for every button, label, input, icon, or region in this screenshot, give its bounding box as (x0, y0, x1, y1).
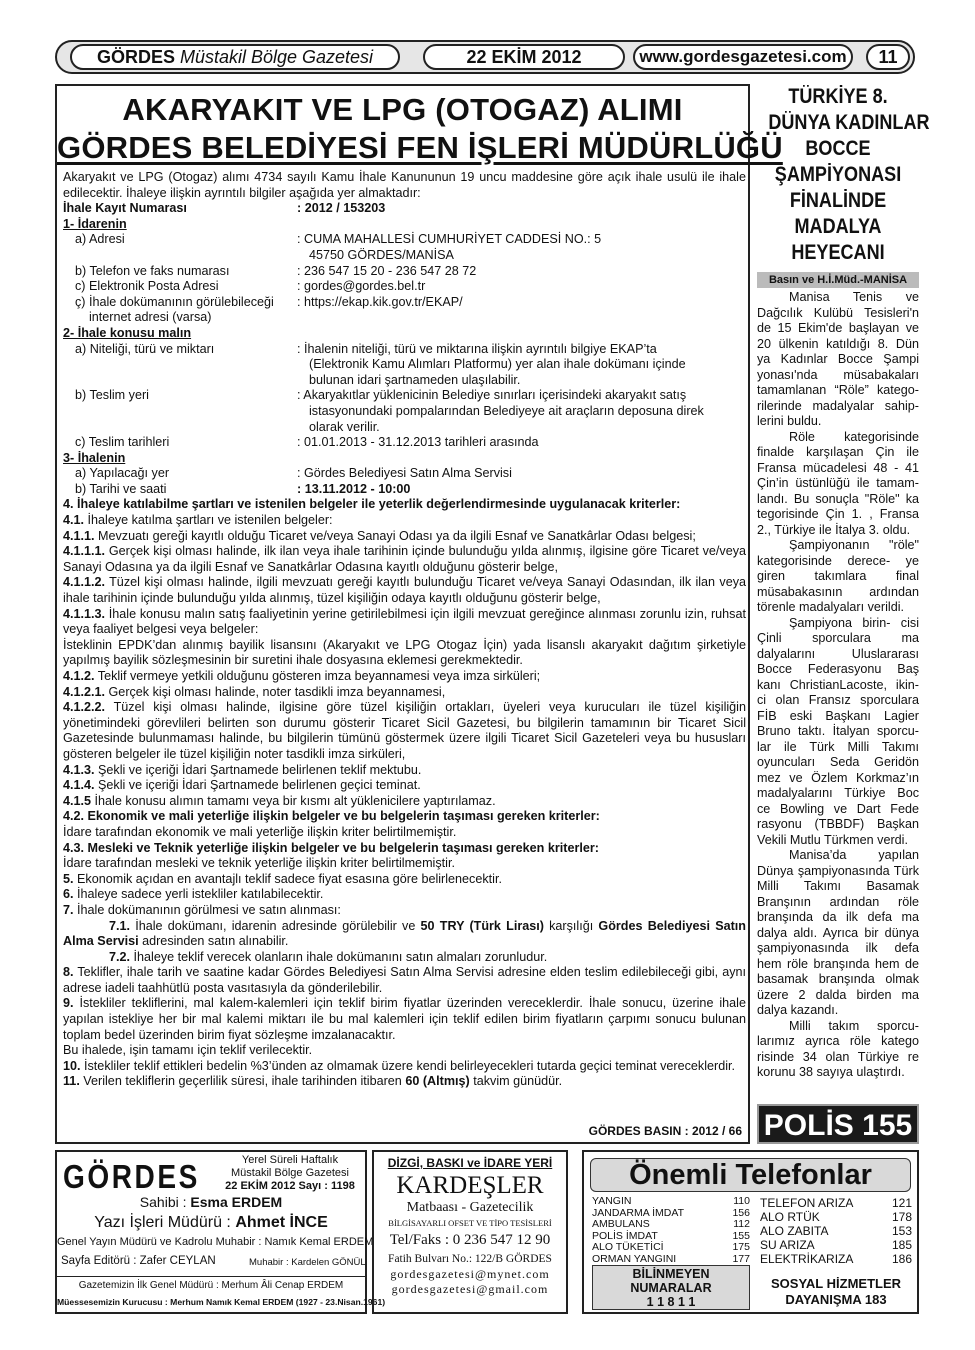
owner (57, 1194, 365, 1210)
directory-inquiry (592, 1265, 750, 1310)
phone-number[interactable]: 175 (732, 1241, 750, 1253)
printer-address: Fatih Bulvarı No.: 122/B GÖRDES (388, 1253, 552, 1265)
printer-email[interactable]: gordesgazetesi@mynet.com (390, 1267, 550, 1281)
clause-4: 4. İhaleye katılabilme şartları ve istenilen belgeler ile yeterlik değerlendirmesinde uygulanacak kriterler: (63, 497, 681, 512)
article-source: Basın ve H.İ.Müd.-MANİSA (757, 272, 919, 288)
section-2: 2- İhale konusu malın (63, 325, 192, 340)
value-line: (Elektronik Kamu Alımları Platformu) yer alan ihale dokümanı içinde (309, 357, 686, 372)
article-body (757, 290, 919, 1081)
clause-number: 4.1.2.1. (63, 684, 106, 699)
value: : 01.01.2013 - 31.12.2013 tarihleri arasında (297, 435, 539, 450)
clause-number: 7.1. (109, 918, 131, 933)
printer-name: KARDEŞLER (396, 1172, 544, 1199)
clause-text: Teklif vermeye yetkili olduğunu gösteren imza beyannamesi veya imza sirküleri; (94, 669, 541, 683)
clause-number: 11. (63, 1074, 80, 1089)
label: b) Tarihi ve saati (75, 481, 167, 496)
clause-text: Ekonomik açıdan en avantajlı teklif sadece fiyat esasına göre belirlenecektir. (73, 871, 502, 886)
phone-label: ELEKTRİKARIZA (760, 1252, 854, 1266)
directory-number[interactable]: 1 1 8 1 1 (646, 1295, 696, 1309)
first-manager: Gazetemizin İlk Genel Müdürü : Merhum Âli Cenap ERDEM (78, 1280, 344, 1291)
clause-number: 9. (63, 996, 74, 1011)
printer-heading: DİZGİ, BASKI ve İDARE YERİ (387, 1156, 553, 1170)
clause-text: İhale dokümanının görülmesi ve satın alınması: (73, 902, 341, 917)
clause-4-1-1-1 (63, 544, 746, 575)
clause-text: Gerçek kişi olması halinde, noter tasdikli imza beyannamesi, (105, 684, 446, 699)
epdk-note: İsteklinin EPDK’dan alınmış bayilik lisansını (Akaryakıt ve LPG Otogaz İçin) yada lisanslı akaryakıt dağıtım şirketiyle yapılmış bayilik sözleşmesinin bir suretini ihale dosyasına eklemesi gerekmektedir. (63, 637, 746, 668)
paragraph: Şampiyonanın "röle" kategorisinde derece- ye giren takımlara final müsabakasının ardından törenle madalyaları verildi. (757, 538, 919, 614)
clause-4-3-text: İdare tarafından mesleki ve teknik yeterliğe ilişkin kriter belirtilmemiştir. (63, 856, 455, 871)
notice-body (63, 170, 746, 1090)
phone-label: ALO RTÜK (760, 1210, 820, 1224)
clause-text: İstekliler tekliflerini, mal kalem-kalemleri için teklif birim fiyatlar üzerinden vereceklerdir. İhale sonucu, üzerine ihale yapılan istekliye her bir mal kalemi miktarı ile bu mal kalemleri için teklif edilen birim fiyatların çarpımı sonucu bulunan toplam bedel üzerinden birim fiyat sözleşme imzalanacaktır. (63, 996, 746, 1042)
phone-number[interactable]: 153 (891, 1224, 912, 1238)
clause-text: takvim günüdür. (469, 1074, 563, 1089)
phone-label: SU ARIZA (760, 1238, 815, 1252)
phone-number[interactable]: 178 (891, 1210, 912, 1224)
police-hotline-banner: POLİS 155 (757, 1104, 919, 1144)
value[interactable]: : gordes@gordes.bel.tr (297, 279, 426, 294)
headline-line: HEYECANI (791, 241, 885, 264)
page-number: 11 (866, 44, 910, 70)
value: : 2012 / 153203 (297, 201, 386, 216)
tender-notice (55, 84, 783, 1144)
phone-entry (592, 1242, 750, 1254)
phone-number[interactable]: 185 (891, 1238, 912, 1252)
phone-entry (592, 1254, 750, 1266)
clause-4-3: 4.3. Mesleki ve Teknik yeterliğe ilişkin belgeler ve bu belgelerin taşıması gereken kriterler: (63, 840, 599, 855)
page-editor: Sayfa Editörü : Zafer CEYLAN (61, 1255, 216, 1267)
clause-text: İstekliler teklif ettikleri bedelin %3’ünden az olmamak üzere kendi belirleyecekleri tutarda geçici teminat vereceklerdir. (80, 1058, 735, 1073)
value (297, 232, 746, 263)
clause-number: 4.1.2.2. (63, 700, 106, 715)
clause-number: 4.1. (63, 513, 85, 528)
clause-text: Tüzel kişi olması halinde, ilgili mevzuatı gereği kayıtlı bulunduğu Ticaret ve/veya Sanayi Odasından, ilk ilan veya ihale tarihinin içinde bulunduğu yılda alınmış, tüzel kişiliğin odaya kayıtlı olduğunu gösterir belge, (63, 575, 746, 606)
paragraph: Röle kategorisinde finalde karşılaşan Çin ile Fransa mücadelesi 48 - 41 Çin’in üstünlüğü ile tamam- landı. Bu sonuçla "Röle" ka tegorisinde Çin 1. , Fransa 2., Türkiye ile İtalya 3. oldu. (757, 429, 919, 537)
phone-number[interactable]: 110 (733, 1195, 750, 1207)
editor-in-chief (57, 1214, 365, 1232)
website-url[interactable]: www.gordesgazetesi.com (633, 44, 853, 70)
social-number[interactable]: DAYANIŞMA 183 (785, 1292, 887, 1307)
phones-title: Önemli Telefonlar (590, 1158, 911, 1192)
clause-4-1 (63, 513, 746, 529)
clause-number: 4.1.5 (63, 793, 92, 808)
phone-entry (592, 1196, 750, 1208)
clause-number: 5. (63, 871, 74, 886)
clause-number: 10. (63, 1058, 81, 1073)
owner-label: Sahibi : (139, 1194, 191, 1210)
intro: Akaryakıt ve LPG (Otogaz) alımı 4734 sayılı Kamu İhale Kanununun 19 uncu maddesine göre açık ihale usulü ile ihale edilecektir. İhaleye ilişkin ayrıntılı bilgiler aşağıda yer almaktadır: (63, 170, 746, 200)
printer-email[interactable]: gordesgazetesi@gmail.com (391, 1282, 549, 1296)
masthead-line: Yerel Süreli Haftalık (241, 1154, 339, 1166)
headline-line: BOCCE (805, 137, 871, 160)
label: a) Yapılacağı yer (75, 466, 170, 481)
clause-7-2 (63, 950, 746, 966)
directory-line: BİLİNMEYEN (632, 1267, 710, 1281)
issue-date: 22 EKİM 2012 (423, 44, 625, 70)
clause-text: İhale konusu alımın tamamı veya bir kısmı alt yüklenicilere yaptırılamaz. (91, 793, 496, 808)
clause-number: 7. (63, 902, 74, 917)
value: : 236 547 15 20 - 236 547 28 72 (297, 263, 477, 278)
value (297, 388, 746, 435)
clause-7-1 (63, 919, 746, 950)
clause-4-1-2-2 (63, 700, 746, 762)
clause-4-1-1 (63, 529, 746, 545)
editor-label: Yazı İşleri Müdürü : (94, 1214, 236, 1231)
label: c) Teslim tarihleri (75, 435, 170, 450)
printer-phone: Tel/Faks : 0 236 547 12 90 (389, 1232, 551, 1248)
registration-row (63, 201, 746, 217)
phone-row (63, 264, 746, 280)
important-phones (582, 1150, 919, 1314)
clause-text: Verilen tekliflerin geçerlilik süresi, ihale tarihinden itibaren (79, 1074, 406, 1089)
paper-title: GÖRDES (96, 47, 175, 67)
label: a) Niteliği, türü ve miktarı (75, 341, 215, 356)
clause-number: 8. (63, 965, 74, 980)
reporter: Muhabir : Kardelen GÖNÜL (249, 1257, 366, 1268)
phone-number[interactable]: 155 (732, 1229, 750, 1242)
value[interactable]: : https://ekap.kik.gov.tr/EKAP/ (297, 294, 463, 309)
phones-left (592, 1196, 750, 1265)
clause-text: Teklifler, ihale tarih ve saatine kadar Gördes Belediyesi Satın Alma Servisi adresine elden teslim edilebileceği gibi, aynı adrese iadeli taahhütlü posta vasıtasıyla da gönderilebilir. (63, 965, 746, 995)
nature-row (63, 342, 746, 389)
phone-label: ALO TÜKETİCİ (592, 1241, 664, 1253)
sports-article (757, 84, 930, 1081)
clause-text: Mevzuatı gereği kayıtlı olduğu Ticaret ve/veya Sanayi Odası ya da ilgili Esnaf ve Sanatkârlar Odası belgesi; (94, 528, 696, 543)
clause-4-2: 4.2. Ekonomik ve mali yeterliğe ilişkin belgeler ve bu belgelerin taşıması gereken kriterler: (63, 809, 600, 824)
phone-label: YANGIN (592, 1195, 632, 1207)
phone-entry (760, 1210, 912, 1224)
clause-4-1-2-1 (63, 685, 746, 701)
headline-line: MADALYA (794, 215, 882, 238)
delivery-place-row (63, 388, 746, 435)
clause-4-1-5 (63, 794, 746, 810)
phone-number[interactable]: 156 (732, 1206, 750, 1219)
printer-sub: Matbaası - Gazetecilik (406, 1200, 534, 1215)
headline-line: ŞAMPİYONASI (774, 163, 902, 186)
web-row (63, 295, 746, 326)
headline-line: TÜRKİYE 8. (788, 85, 888, 108)
clause-number: 4.1.2. (63, 669, 95, 683)
value-line: olarak verilir. (309, 419, 380, 434)
paragraph: Manisa’da yapılan Dünya şampiyonasında Türk Milli Takımı Basamak Branşının ardından röle branşında da ilk defa ma dalya aldı. Ayrıca bir dünya şampiyonasında ilk defa hem röle branşında hem de basamak branşında olmak üzere 2 dalda birden ma dalya kazandı. (757, 848, 919, 1017)
phone-label: ALO ZABITA (760, 1224, 829, 1238)
label-line: ç) İhale dokümanının görülebileceği (75, 294, 274, 309)
value-line: 45750 GÖRDES/MANİSA (309, 247, 454, 262)
clause-text: Şekli ve içeriği İdari Şartnamede belirlenen teklif mektubu. (94, 762, 422, 777)
value-line: bulunan idari şartnameden ulaşılabilir. (309, 372, 521, 387)
notice-title: AKARYAKIT VE LPG (OTOGAZ) ALIMI (122, 92, 683, 127)
clause-text: adresinden satın alınabilir. (138, 934, 289, 949)
clause-4-1-4 (63, 778, 746, 794)
phone-label: JANDARMA İMDAT (592, 1206, 684, 1219)
editor-name: Ahmet İNCE (235, 1214, 328, 1231)
label: a) Adresi (75, 232, 125, 247)
delivery-date-row (63, 435, 746, 451)
value: : Gördes Belediyesi Satın Alma Servisi (297, 466, 512, 481)
phone-entry (760, 1238, 912, 1252)
social-line: SOSYAL HİZMETLER (770, 1276, 902, 1291)
clause-text: Tüzel kişi olması halinde, ilgisine göre tüzel kişiliğin ortakları, üyeleri veya kurucuları ile tüzel kişiliğin yönetimindeki görevlileri belirten son durumu gösterir Ticaret Sicil Gazetesi, bu bilgilerin tamamının bir Ticaret Sicil Gazetesinde bulunmaması halinde, bu bilgilerin tümünü göstermek üzere ilgili Ticaret Sicil Gazeteleri veya bu hususları gösteren belgeler ile tüzel kişiliğin noter tasdikli imza sirküleri, (63, 700, 746, 761)
headline-line: FİNALİNDE (789, 189, 887, 212)
label: b) Teslim yeri (75, 388, 149, 403)
clause-number: 6. (63, 887, 74, 902)
social-services (756, 1276, 916, 1308)
clause-4-1-3 (63, 763, 746, 779)
masthead-info (217, 1154, 363, 1193)
clause-11 (63, 1074, 746, 1090)
clause-4-1-2 (63, 669, 746, 685)
clause-6 (63, 887, 746, 903)
purchase-office: Gördes Belediyesi Satın Alma Servisi (63, 918, 747, 949)
paragraph: Milli takım sporcu- larımız ayrıca röle katego risinde 34 olan Türkiye re korunu 38 sayıya ulaştırdı. (757, 1018, 919, 1079)
masthead-logo: GÖRDES (63, 1158, 200, 1195)
masthead-issue: 22 EKİM 2012 Sayı : 1198 (225, 1180, 355, 1192)
phone-label: POLİS İMDAT (592, 1229, 658, 1242)
clause-number: 4.1.4. (63, 778, 95, 793)
clause-text: İhaleye teklif verecek olanların ihale dokümanını satın almaları zorunludur. (130, 949, 548, 964)
phone-label: ORMAN YANGINI (592, 1252, 677, 1265)
clause-9-note: Bu ihalede, işin tamamı için teklif verilecektir. (63, 1043, 313, 1058)
clause-9 (63, 996, 746, 1043)
fee: 50 TRY (Türk Lirası) (420, 918, 544, 933)
clause-number: 7.2. (109, 949, 131, 964)
clause-number: 4.1.1.3. (63, 606, 106, 621)
value: : 13.11.2012 - 10:00 (297, 481, 411, 496)
phone-label: AMBULANS (592, 1218, 650, 1230)
notice-authority: GÖRDES BELEDİYESİ FEN İŞLERİ MÜDÜRLÜĞÜ (57, 130, 783, 165)
label-line: internet adresi (varsa) (89, 310, 212, 325)
paper-subtitle: Müstakil Bölge Gazetesi (179, 47, 374, 67)
clause-number: 4.1.3. (63, 762, 95, 777)
value-line: : Akaryakıtlar yüklenicinin Belediye sınırları içerisindeki akaryakıt satış (297, 388, 687, 403)
clause-4-2-text: İdare tarafından ekonomik ve mali yeterliğe ilişkin kriter belirtilmemiştir. (63, 824, 457, 839)
headline-line: DÜNYA KADINLAR (768, 111, 930, 134)
clause-text: İhale konusu malın satış faaliyetinin yerine getirilebilmesi için ilgili mevzuat gereğince alınması zorunlu izin, ruhsat veya faaliyet belgesi veya belgeler: (63, 606, 746, 637)
clause-text: İhaleye katılma şartları ve istenilen belgeler: (84, 513, 333, 528)
clause-4-1-1-2 (63, 575, 746, 606)
printer-sub2: BİLGİSAYARLI OFSET VE TİPO TESİSLERİ (388, 1218, 552, 1228)
value-line: : CUMA MAHALLESİ CUMHURİYET CADDESİ NO.: 5 (297, 232, 602, 247)
masthead-line: Müstakil Bölge Gazetesi (231, 1167, 349, 1179)
clause-5 (63, 872, 746, 888)
directory-line: NUMARALAR (630, 1281, 712, 1295)
datetime-row (63, 482, 746, 498)
clause-10 (63, 1059, 746, 1075)
address-row (63, 232, 746, 263)
paragraph: Şampiyona birin- cisi Çinli sporculara ma dalyalarını Uluslararası Bocce Federasyonu Baş kanı ChristianLacoste, ikin- ci olan Fransız sporculara FİB eski Başkanı Lagier Bruno taktı. İtalyan sporcu- lar ile Türk Milli Takımı oyuncuları Seda Geridön mez ve Özlem Korkmaz’ın madalyalarını Türkiye Boc ce Bowling ve Dart Fede rasyonu (TBBDF) Başkan Vekili Mutlu Türkmen verdi. (757, 615, 919, 847)
phone-number[interactable]: 121 (891, 1196, 912, 1210)
section-1: 1- İdarenin (63, 216, 127, 231)
general-manager: Genel Yayın Müdürü ve Kadrolu Muhabir : Namık Kemal ERDEM (57, 1236, 374, 1248)
divider (57, 1276, 365, 1277)
venue-row (63, 466, 746, 482)
phone-number[interactable]: 112 (733, 1218, 750, 1230)
phone-entry (592, 1219, 750, 1231)
clause-text: Gerçek kişi olması halinde, ilk ilan veya ihale tarihinin içinde bulunduğu yılda alınmış, ilgisine göre Ticaret ve/veya Sanayi Odasına ya da ilgili Esnaf ve Sanatkârlar Odasına kayıtlı olduğunu gösterir belge, (63, 544, 746, 574)
label (75, 295, 297, 326)
value-line: istasyonundaki pompalarından Belediyeye ait araçların deposuna direk (309, 403, 704, 418)
phone-entry (760, 1196, 912, 1210)
label: c) Elektronik Posta Adresi (75, 279, 219, 294)
clause-text: İhale dokümanı, idarenin adresinde görülebilir ve (130, 918, 421, 933)
owner-name: Esma ERDEM (190, 1194, 283, 1210)
value-line: : İhalenin niteliği, türü ve miktarına ilişkin ayrıntılı bilgiye EKAP’ta (297, 341, 657, 356)
printer-info (372, 1150, 568, 1314)
clause-4-1-1-3 (63, 607, 746, 638)
press-code: GÖRDES BASIN : 2012 / 66 (588, 1124, 742, 1138)
clause-number: 4.1.1.1. (63, 544, 106, 559)
phone-entry (760, 1224, 912, 1238)
phone-number[interactable]: 186 (891, 1252, 912, 1266)
phone-number[interactable]: 177 (732, 1252, 750, 1265)
clause-number: 4.1.1. (63, 528, 95, 543)
clause-number: 4.1.1.2. (63, 575, 106, 590)
masthead (55, 1150, 386, 1314)
section-3: 3- İhalenin (63, 450, 126, 465)
clause-text: İhaleye sadece yerli istekliler katılabilecektir. (73, 887, 324, 902)
phone-entry (760, 1252, 912, 1266)
paragraph: Manisa Tenis ve Dağcılık Kulübü Tesisleri'n de 15 Ekim'de başlayan ve 20 ülkenin katıldığı 8. Dün ya Kadınlar Bocce Şampi yonası'nda müsabakaları tamamlanan “Röle” katego- rilerinde madalyalar sahip- lerini buldu. (757, 290, 919, 428)
value (297, 342, 746, 389)
clause-8 (63, 965, 746, 996)
phone-label: TELEFON ARIZA (760, 1196, 854, 1210)
clause-text: karşılığı (543, 918, 599, 933)
label: İhale Kayıt Numarası (63, 201, 187, 216)
founder: Müessesemizin Kurucusu : Merhum Namık Kemal ERDEM (1927 - 23.Nisan.1961) (57, 1297, 386, 1307)
validity-days: 60 (Altmış) (405, 1074, 470, 1089)
email-row (63, 279, 746, 295)
clause-7 (63, 903, 746, 919)
clause-text: Şekli ve içeriği İdari Şartnamede belirlenen geçici teminat. (94, 778, 421, 793)
paper-name (70, 44, 400, 70)
label: b) Telefon ve faks numarası (75, 263, 230, 278)
phones-right (760, 1196, 912, 1266)
